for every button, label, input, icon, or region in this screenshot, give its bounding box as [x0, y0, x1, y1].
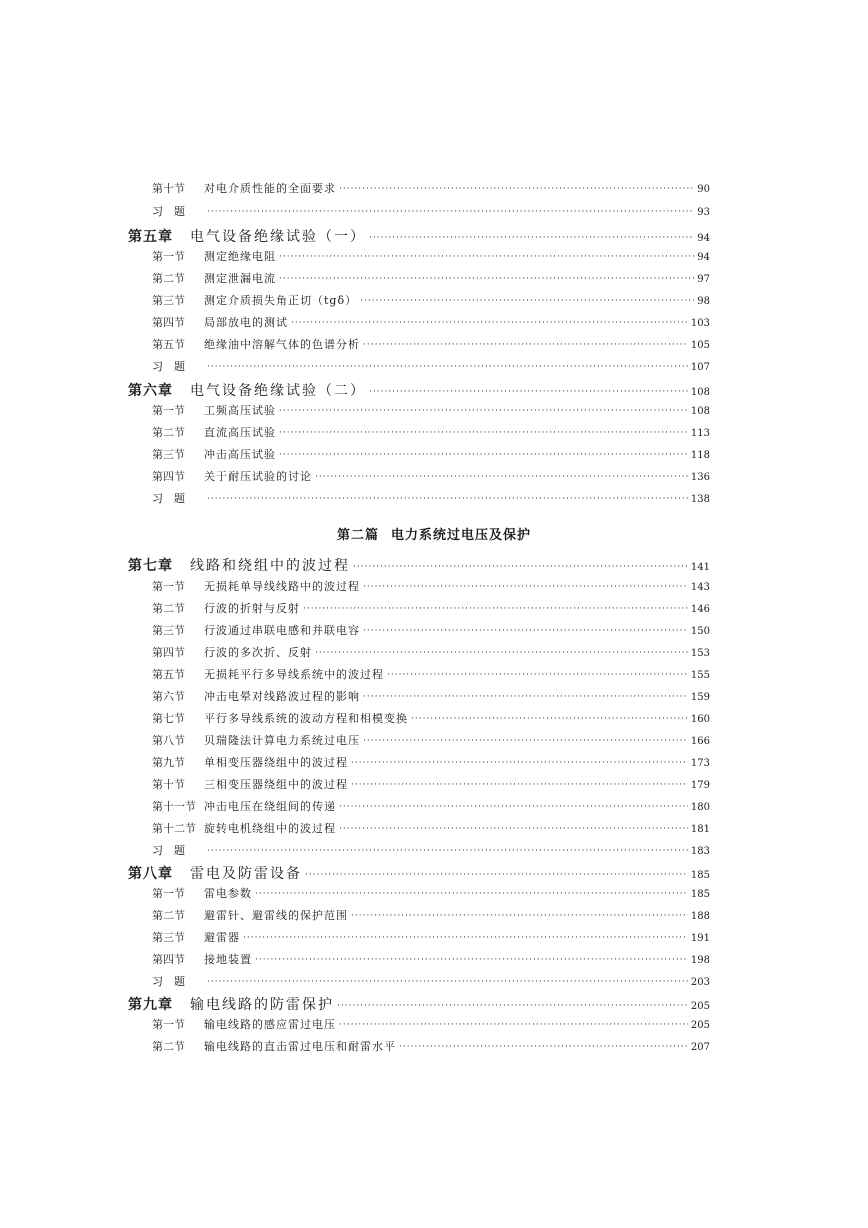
entry-number: 第一节 — [152, 1018, 185, 1031]
entry-title: 直流高压试验 — [204, 426, 276, 439]
entry-page-number: 205 — [690, 1001, 710, 1012]
entry-number: 第三节 — [152, 931, 185, 944]
dot-leader — [279, 428, 688, 438]
entry-page-number: 203 — [690, 977, 710, 988]
entry-number: 第一节 — [152, 580, 185, 593]
entry-page-number: 181 — [690, 824, 710, 835]
entry-number: 第三节 — [152, 624, 185, 637]
dot-leader — [315, 648, 688, 658]
entry-page-number: 138 — [690, 494, 710, 505]
entry-number: 第八节 — [152, 734, 185, 747]
part-title: 电力系统过电压及保护 — [391, 528, 532, 543]
entry-number: 第四节 — [152, 316, 185, 329]
entry-number: 第四节 — [152, 646, 185, 659]
toc-section-entry — [152, 578, 710, 600]
toc-section-entry — [152, 180, 710, 202]
dot-leader — [399, 1042, 688, 1052]
entry-page-number: 207 — [690, 1042, 710, 1053]
entry-title: 工频高压试验 — [204, 404, 276, 417]
entry-title: 电气设备绝缘试验（二） — [190, 383, 366, 399]
part-heading — [0, 524, 868, 543]
entry-number: 习 题 — [152, 205, 185, 218]
entry-title: 旋转电机绕组中的波过程 — [204, 822, 336, 835]
dot-leader — [363, 626, 688, 636]
dot-leader — [207, 494, 688, 504]
entry-page-number: 108 — [690, 406, 710, 417]
entry-page-number: 136 — [690, 472, 710, 483]
dot-leader — [363, 340, 688, 350]
entry-number: 习 题 — [152, 975, 185, 988]
toc-section-entry — [152, 292, 710, 314]
entry-page-number: 108 — [690, 387, 710, 398]
entry-number: 第五节 — [152, 668, 185, 681]
entry-number: 第二节 — [152, 602, 185, 615]
entry-number: 第二节 — [152, 426, 185, 439]
entry-page-number: 153 — [690, 648, 710, 659]
toc-section-entry — [152, 424, 710, 446]
toc-section-entry — [152, 490, 710, 512]
entry-number: 第三节 — [152, 448, 185, 461]
entry-number: 第八章 — [128, 866, 173, 882]
dot-leader — [303, 604, 688, 614]
toc-section-entry — [152, 754, 710, 776]
toc-section-entry — [152, 314, 710, 336]
dot-leader — [279, 252, 694, 262]
entry-number: 第十节 — [152, 778, 185, 791]
toc-chapter-entry — [128, 380, 710, 402]
entry-page-number: 198 — [690, 955, 710, 966]
dot-leader — [337, 1001, 688, 1011]
dot-leader — [351, 758, 688, 768]
dot-leader — [207, 362, 688, 372]
entry-title: 行波通过串联电感和并联电容 — [204, 624, 360, 637]
entry-title: 避雷器 — [204, 931, 240, 944]
entry-title: 输电线路的直击雷过电压和耐雷水平 — [204, 1040, 396, 1053]
dot-leader — [369, 387, 688, 397]
toc-section-entry — [152, 907, 710, 929]
dot-leader — [315, 472, 688, 482]
entry-title: 局部放电的测试 — [204, 316, 288, 329]
entry-page-number: 103 — [690, 318, 710, 329]
entry-number: 第六节 — [152, 690, 185, 703]
toc-section-entry — [152, 468, 710, 490]
toc-section-entry — [152, 248, 710, 270]
toc-section-entry — [152, 203, 710, 225]
entry-page-number: 159 — [690, 692, 710, 703]
entry-number: 第五章 — [128, 229, 173, 245]
entry-number: 第二节 — [152, 1040, 185, 1053]
toc-section-entry — [152, 402, 710, 424]
entry-number: 习 题 — [152, 360, 185, 373]
entry-page-number: 97 — [697, 274, 710, 285]
entry-page-number: 183 — [690, 846, 710, 857]
dot-leader — [339, 802, 688, 812]
entry-page-number: 173 — [690, 758, 710, 769]
entry-number: 第十一节 — [152, 800, 196, 813]
entry-title: 三相变压器绕组中的波过程 — [204, 778, 348, 791]
toc-section-entry — [152, 929, 710, 951]
entry-title: 无损耗平行多导线系统中的波过程 — [204, 668, 384, 681]
entry-page-number: 90 — [697, 184, 710, 195]
entry-number: 第二节 — [152, 909, 185, 922]
entry-page-number: 180 — [690, 802, 710, 813]
dot-leader — [279, 406, 688, 416]
entry-title: 平行多导线系统的波动方程和相模变换 — [204, 712, 408, 725]
toc-section-entry — [152, 798, 710, 820]
entry-number: 第五节 — [152, 338, 185, 351]
entry-title: 冲击高压试验 — [204, 448, 276, 461]
entry-page-number: 113 — [690, 428, 710, 439]
entry-number: 习 题 — [152, 492, 185, 505]
entry-title: 测定绝缘电阻 — [204, 250, 276, 263]
dot-leader — [360, 296, 694, 306]
entry-page-number: 141 — [690, 562, 710, 573]
entry-number: 第十二节 — [152, 822, 196, 835]
toc-chapter-entry — [128, 555, 710, 577]
entry-page-number: 160 — [690, 714, 710, 725]
entry-title: 无损耗单导线线路中的波过程 — [204, 580, 360, 593]
entry-number: 第九章 — [128, 997, 173, 1013]
entry-title: 绝缘油中溶解气体的色谱分析 — [204, 338, 360, 351]
dot-leader — [243, 933, 688, 943]
entry-title: 避雷针、避雷线的保护范围 — [204, 909, 348, 922]
entry-page-number: 150 — [690, 626, 710, 637]
dot-leader — [207, 207, 694, 217]
entry-title: 关于耐压试验的讨论 — [204, 470, 312, 483]
entry-page-number: 185 — [690, 889, 710, 900]
dot-leader — [305, 870, 688, 880]
entry-title: 接地装置 — [204, 953, 252, 966]
entry-number: 第二节 — [152, 272, 185, 285]
entry-title: 冲击电压在绕组间的传递 — [204, 800, 336, 813]
toc-chapter-entry — [128, 226, 710, 248]
toc-section-entry — [152, 1038, 710, 1060]
entry-title: 输电线路的感应雷过电压 — [204, 1018, 336, 1031]
entry-page-number: 107 — [690, 362, 710, 373]
entry-number: 第六章 — [128, 383, 173, 399]
entry-page-number: 93 — [697, 207, 710, 218]
dot-leader — [363, 736, 688, 746]
toc-section-entry — [152, 666, 710, 688]
dot-leader — [353, 562, 688, 572]
entry-page-number: 205 — [690, 1020, 710, 1031]
entry-number: 第一节 — [152, 887, 185, 900]
dot-leader — [255, 955, 688, 965]
toc-section-entry — [152, 1016, 710, 1038]
entry-title: 测定介质损失角正切（tgδ） — [204, 294, 358, 307]
entry-page-number: 191 — [690, 933, 710, 944]
toc-section-entry — [152, 358, 710, 380]
entry-title: 单相变压器绕组中的波过程 — [204, 756, 348, 769]
dot-leader — [339, 1020, 688, 1030]
entry-number: 习 题 — [152, 844, 185, 857]
toc-section-entry — [152, 336, 710, 358]
dot-leader — [255, 889, 688, 899]
entry-title: 电气设备绝缘试验（一） — [190, 229, 366, 245]
toc-section-entry — [152, 885, 710, 907]
entry-page-number: 166 — [690, 736, 710, 747]
toc-section-entry — [152, 270, 710, 292]
dot-leader — [279, 450, 688, 460]
entry-number: 第九节 — [152, 756, 185, 769]
entry-number: 第四节 — [152, 470, 185, 483]
dot-leader — [351, 780, 688, 790]
entry-title: 行波的折射与反射 — [204, 602, 300, 615]
entry-page-number: 185 — [690, 870, 710, 881]
toc-section-entry — [152, 710, 710, 732]
toc-chapter-entry — [128, 994, 710, 1016]
toc-section-entry — [152, 973, 710, 995]
dot-leader — [291, 318, 688, 328]
dot-leader — [351, 911, 688, 921]
toc-section-entry — [152, 622, 710, 644]
dot-leader — [279, 274, 694, 284]
dot-leader — [387, 670, 688, 680]
entry-number: 第三节 — [152, 294, 185, 307]
entry-page-number: 118 — [690, 450, 710, 461]
entry-number: 第七章 — [128, 558, 173, 574]
entry-number: 第四节 — [152, 953, 185, 966]
entry-number: 第一节 — [152, 250, 185, 263]
dot-leader — [411, 714, 688, 724]
entry-title: 对电介质性能的全面要求 — [204, 182, 336, 195]
entry-title: 线路和绕组中的波过程 — [190, 558, 350, 574]
dot-leader — [339, 184, 694, 194]
dot-leader — [363, 582, 688, 592]
dot-leader — [207, 977, 688, 987]
dot-leader — [339, 824, 688, 834]
toc-section-entry — [152, 446, 710, 468]
entry-page-number: 146 — [690, 604, 710, 615]
toc-section-entry — [152, 732, 710, 754]
entry-title: 贝瑞隆法计算电力系统过电压 — [204, 734, 360, 747]
toc-section-entry — [152, 776, 710, 798]
dot-leader — [369, 233, 694, 243]
part-number: 第二篇 — [336, 528, 379, 543]
dot-leader — [207, 846, 688, 856]
toc-section-entry — [152, 951, 710, 973]
entry-title: 输电线路的防雷保护 — [190, 997, 334, 1013]
entry-number: 第一节 — [152, 404, 185, 417]
entry-title: 行波的多次折、反射 — [204, 646, 312, 659]
entry-title: 测定泄漏电流 — [204, 272, 276, 285]
toc-section-entry — [152, 600, 710, 622]
entry-page-number: 155 — [690, 670, 710, 681]
toc-chapter-entry — [128, 863, 710, 885]
entry-page-number: 188 — [690, 911, 710, 922]
entry-page-number: 105 — [690, 340, 710, 351]
toc-section-entry — [152, 820, 710, 842]
entry-page-number: 143 — [690, 582, 710, 593]
entry-title: 雷电参数 — [204, 887, 252, 900]
entry-page-number: 98 — [697, 296, 710, 307]
dot-leader — [363, 692, 688, 702]
entry-page-number: 94 — [697, 252, 710, 263]
toc-section-entry — [152, 688, 710, 710]
entry-number: 第七节 — [152, 712, 185, 725]
entry-page-number: 179 — [690, 780, 710, 791]
toc-section-entry — [152, 842, 710, 864]
entry-number: 第十节 — [152, 182, 185, 195]
entry-title: 冲击电晕对线路波过程的影响 — [204, 690, 360, 703]
toc-section-entry — [152, 644, 710, 666]
entry-title: 雷电及防雷设备 — [190, 866, 302, 882]
entry-page-number: 94 — [697, 233, 710, 244]
